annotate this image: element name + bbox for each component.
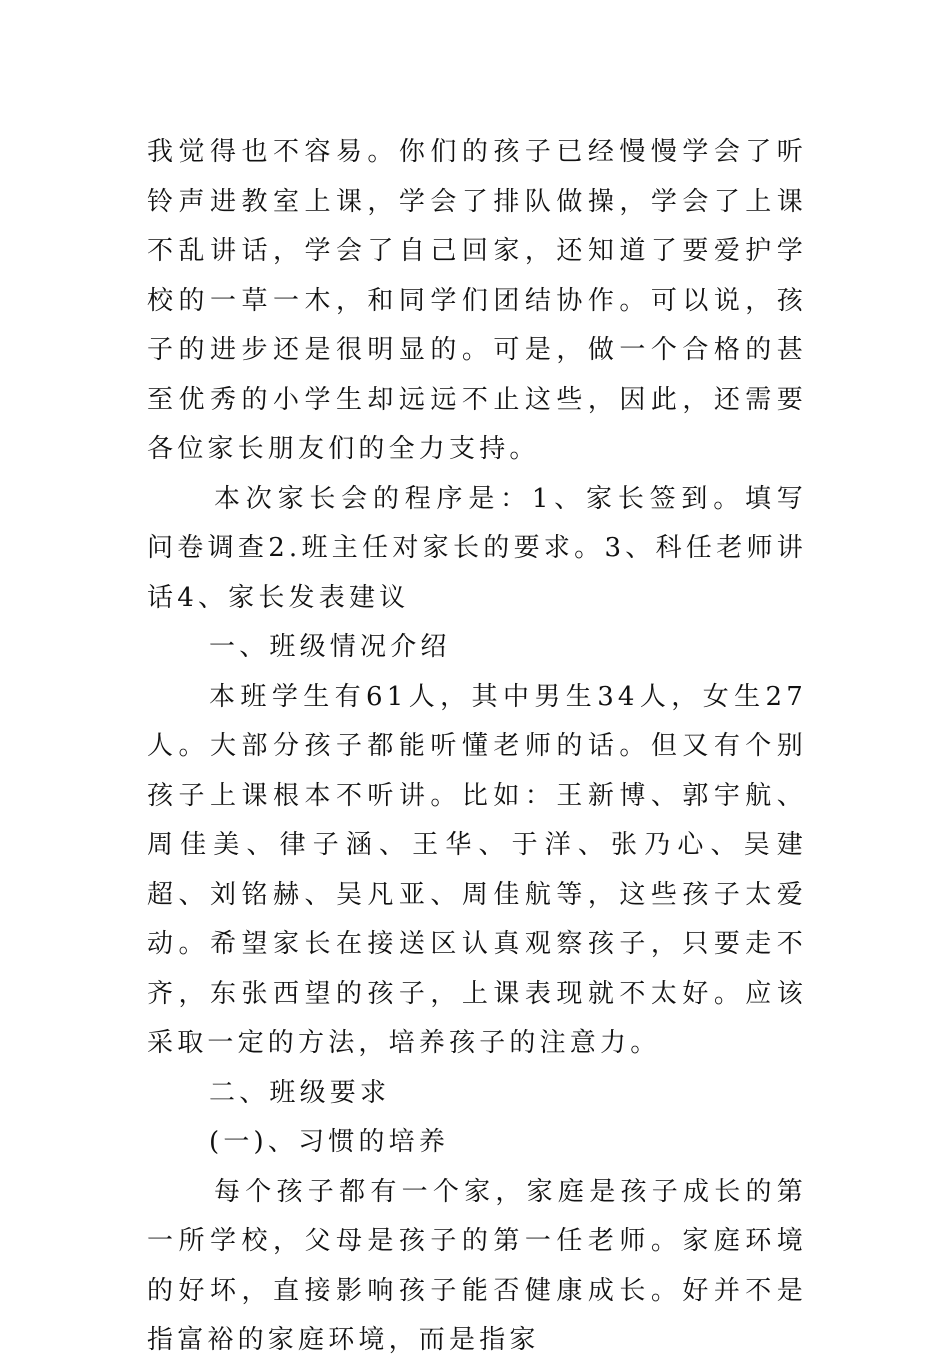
paragraph-intro: 我觉得也不容易。你们的孩子已经慢慢学会了听铃声进教室上课，学会了排队做操，学会了上课不乱讲话，学会了自己回家，还知道了要爱护学校的一草一木，和同学们团结协作。可以说，孩子的进步还是很明显的。可是，做一个合格的甚至优秀的小学生却远远不止这些，因此，还需要各位家长朋友们的全力支持。 [147,137,807,464]
paragraph-meeting-agenda: 本次家长会的程序是：1、家长签到。填写问卷调查2.班主任对家长的要求。3、科任老师讲话4、家长发表建议 [147,483,807,613]
subsection-heading-habits: (一)、习惯的培养 [209,1127,450,1157]
document-body [147,128,807,1366]
section-heading-class-overview: 一、班级情况介绍 [209,632,451,662]
paragraph-habits: 每个孩子都有一个家，家庭是孩子成长的第一所学校，父母是孩子的第一任老师。家庭环境的好坏，直接影响孩子能否健康成长。好并不是指富裕的家庭环境，而是指家 [147,1176,807,1355]
section-heading-class-requirements: 二、班级要求 [209,1077,391,1108]
paragraph-class-overview: 本班学生有61人，其中男生34人，女生27人。大部分孩子都能听懂老师的话。但又有个别孩子上课根本不听讲。比如：王新博、郭宇航、周佳美、律子涵、王华、于洋、张乃心、吴建超、刘铭赫、吴凡亚、周佳航等，这些孩子太爱动。希望家长在接送区认真观察孩子，只要走不齐，东张西望的孩子，上课表现就不太好。应该采取一定的方法，培养孩子的注意力。 [147,681,807,1058]
